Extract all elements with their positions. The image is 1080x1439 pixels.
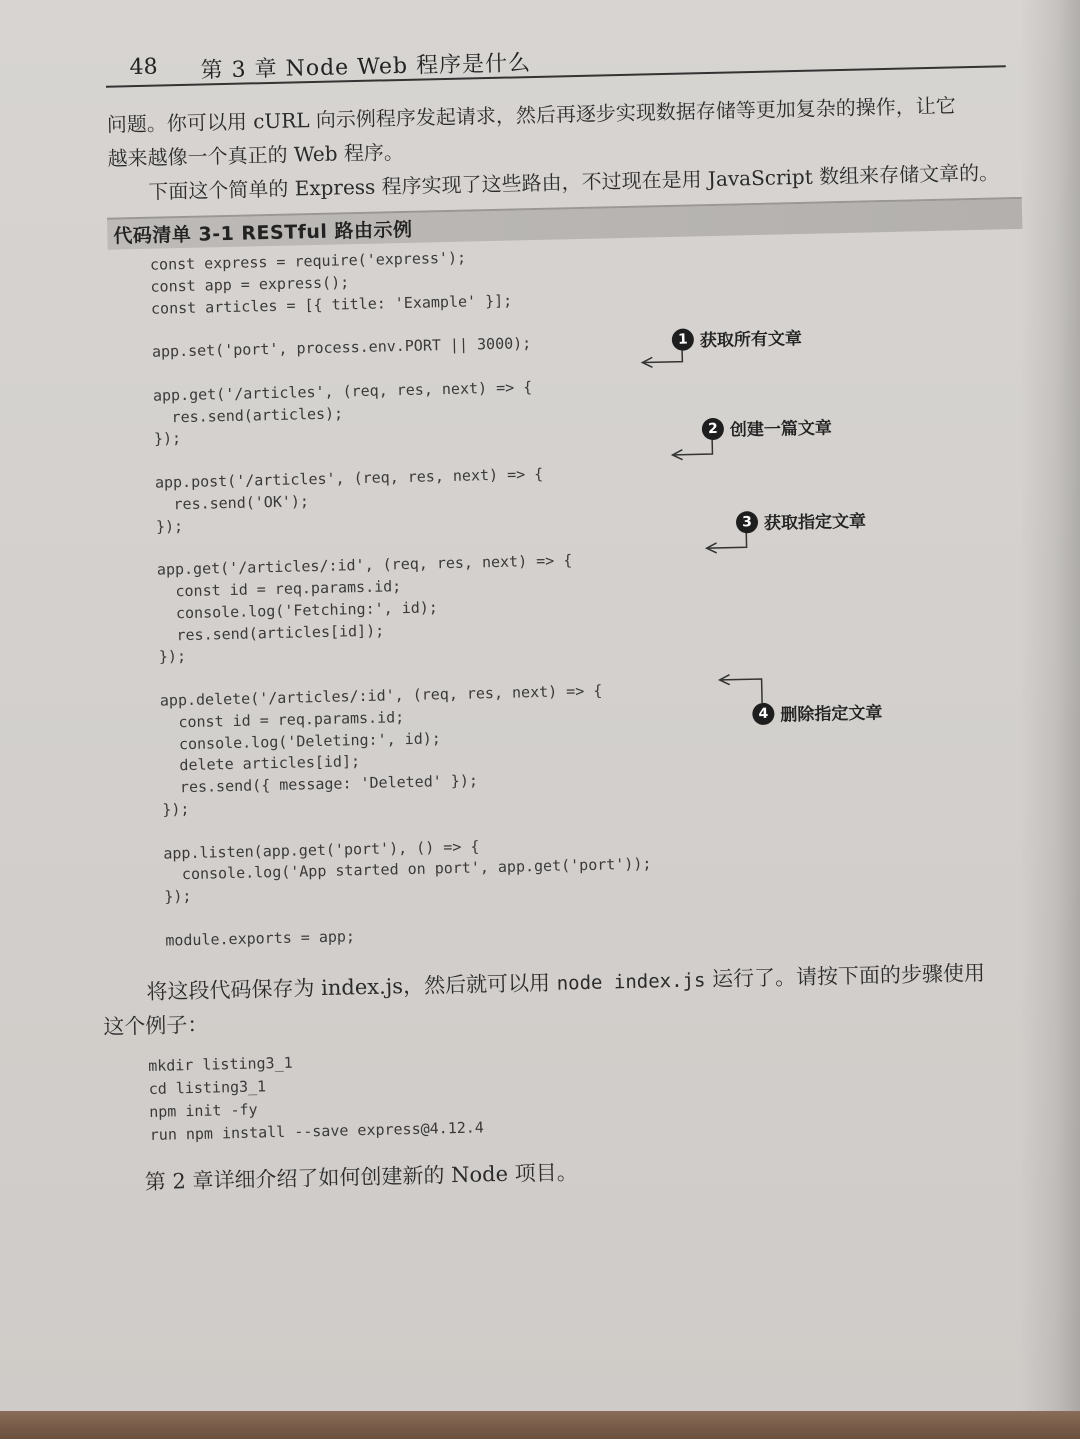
callout-label-3: 获取指定文章 bbox=[763, 511, 867, 534]
callout-badge-2: 2 bbox=[702, 417, 724, 439]
callout-1 bbox=[672, 324, 803, 352]
callout-label-4: 删除指定文章 bbox=[780, 703, 883, 726]
intro-line-2: 越来越像一个真正的 Web 程序。 bbox=[107, 139, 405, 171]
chapter-title: 第 3 章 Node Web 程序是什么 bbox=[200, 51, 532, 84]
callout-badge-4: 4 bbox=[752, 702, 774, 724]
intro-line-3: 下面这个简单的 Express 程序实现了这些路由，不过现在是用 JavaScript 数组来存储文章的。 bbox=[148, 160, 1000, 204]
callout-2 bbox=[702, 413, 833, 441]
callout-badge-1: 1 bbox=[672, 328, 694, 350]
page-bottom-edge bbox=[0, 1411, 1080, 1439]
after-line-1-text-a: 将这段代码保存为 index.js，然后就可以用 bbox=[146, 970, 557, 1004]
after-line-2: 这个例子： bbox=[103, 1012, 209, 1039]
callout-badge-3: 3 bbox=[736, 511, 758, 533]
callout-label-1: 获取所有文章 bbox=[699, 328, 803, 352]
after-line-3: 第 2 章详细介绍了如何创建新的 Node 项目。 bbox=[144, 1160, 578, 1195]
code-listing: const express = require('express'); const app = express(); const articles = [{ title: 'Example' }]; app.set('port', process.env.PORT || 3000); app.get('/articles', (req, res, next) => { res.send(articles); }); app.post('/articles', (req, res, next) => { res.send('OK'); }); app.get('/articles/:id', (req, res, next) => { const id = req.params.id; console.log('Fetching:', id); res.send(articles[id]); }); app.delete('/articles/:id', (req, res, next) => { const id = req.params.id; console.log('Deleting:', id); delete articles[id]; res.send({ message: 'Deleted' }); }); app.listen(app.get('port'), () => { console.log('App started on port', app.get('port')); }); module.exports = app; bbox=[149, 248, 652, 950]
inline-code-node-index: node index.js bbox=[556, 969, 706, 995]
callout-label-2: 创建一篇文章 bbox=[729, 418, 833, 441]
callout-4 bbox=[752, 698, 883, 726]
after-line-1-text-b: 运行了。请按下面的步骤使用 bbox=[705, 960, 986, 992]
page-number: 48 bbox=[129, 54, 158, 81]
listing-title: 代码清单 3-1 RESTful 路由示例 bbox=[113, 218, 413, 248]
intro-line-1: 问题。你可以用 cURL 向示例程序发起请求，然后再逐步实现数据存储等更加复杂的操作，让它 bbox=[106, 93, 957, 137]
callout-3 bbox=[736, 507, 867, 535]
shell-commands: mkdir listing3_1 cd listing3_1 npm init -fy run npm install --save express@4.12.4 bbox=[147, 1053, 485, 1144]
